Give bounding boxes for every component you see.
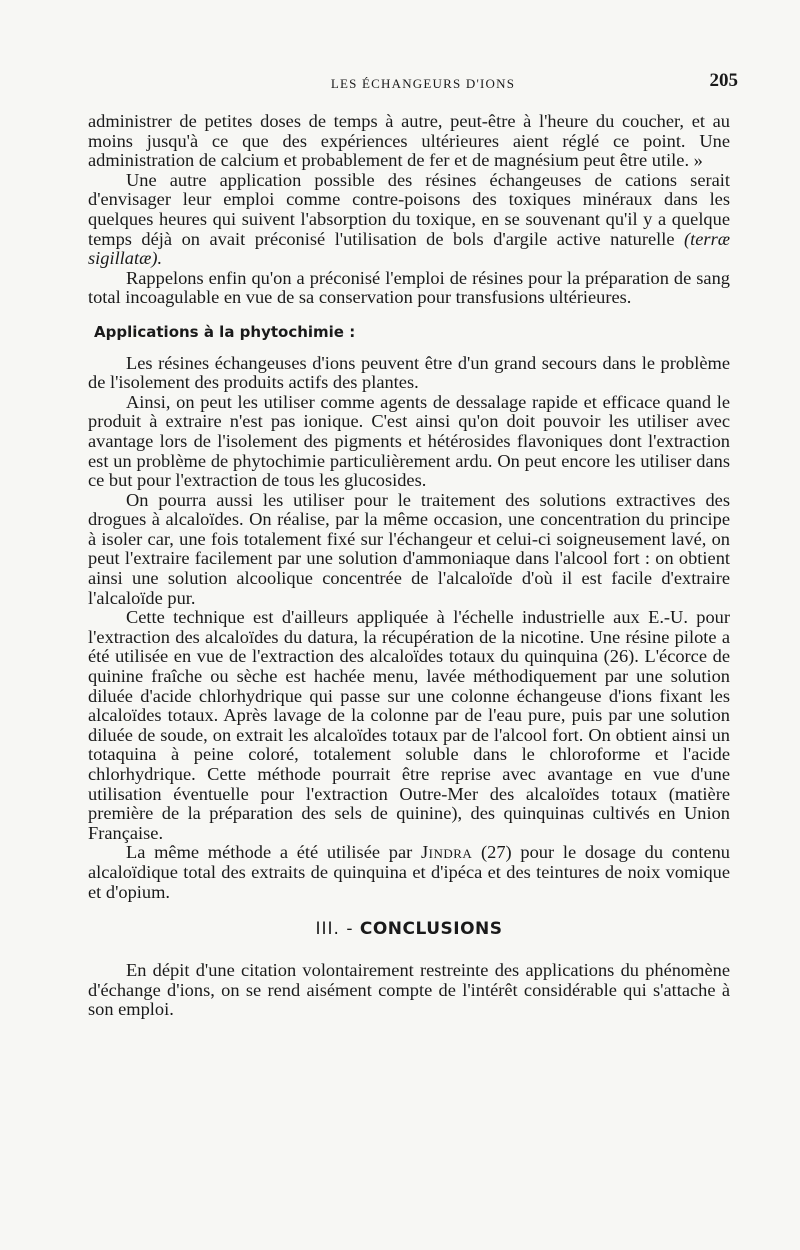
paragraph-jindra — [88, 843, 730, 902]
paragraph-text: La même méthode a été utilisée par — [126, 842, 421, 863]
paragraph-text: Une autre application possible des résines échangeuses de cations serait d'envisager leur emploi comme contre-poisons des toxiques minéraux dans les quelques heures qui suivent l'absorption du toxique, en se souvenant qu'il y a quelque temps déjà on avait préconisé l'utilisation de bols d'argile active naturelle — [88, 169, 730, 249]
paragraph-text: (27) pour le dosage du contenu alcaloïdique total des extraits de quinquina et d'ipéca et des teintures de noix vomique et d'opium. — [88, 842, 730, 902]
author-name: Jindra — [420, 842, 473, 863]
paragraph-contre-poisons — [88, 171, 730, 269]
body-text — [88, 112, 730, 1020]
paragraph-continuation: administrer de petites doses de temps à autre, peut-être à l'heure du coucher, et au moins jusqu'à ce que des expériences ultérieures aient réglé ce point. Une administration de calcium et probablement de fer et de magnésium peut être utile. » — [88, 111, 730, 171]
section-title: CONCLUSIONS — [359, 919, 503, 940]
paragraph-phyto-intro: Les résines échangeuses d'ions peuvent être d'un grand secours dans le problème de l'isolement des produits actifs des plantes. — [88, 352, 730, 393]
section-heading-conclusions — [88, 919, 730, 939]
running-title: LES ÉCHANGEURS D'IONS — [330, 76, 516, 91]
page-number: 205 — [709, 70, 738, 91]
section-heading-phytochimie: Applications à la phytochimie : — [94, 322, 356, 341]
paragraph-industrielle: Cette technique est d'ailleurs appliquée à l'échelle industrielle aux E.-U. pour l'extraction des alcaloïdes du datura, la récupération de la nicotine. Une résine pilote a été utilisée en vue de l'extraction des alcaloïdes totaux du quinquina (26). L'écorce de quinine fraîche ou sèche est hachée menu, lavée méthodiquement par une solution diluée d'acide chlorhydrique qui passe sur une colonne échangeuse d'ions fixant les alcaloïdes totaux. Après lavage de la colonne par de l'eau pure, puis par une solution diluée de soude, on extrait les alcaloïdes totaux par de l'alcool fort. On obtient ainsi un totaquina à peine coloré, totalement soluble dans le chloroforme et l'acide chlorhydrique. Cette méthode pourrait être reprise avec avantage en vue d'une utilisation éventuelle pour l'extraction Outre-Mer des alcaloïdes totaux (matière première de la préparation des sels de quinine), des quinquinas cultivés en Union Française. — [88, 607, 730, 843]
paragraph-alcaloides: On pourra aussi les utiliser pour le traitement des solutions extractives des drogues à alcaloïdes. On réalise, par la même occasion, une concentration du principe à isoler car, une fois totalement fixé sur l'échangeur et celui-ci soigneusement lavé, on peut l'extraire facilement par une solution d'ammoniaque dans l'alcool fort : on obtient ainsi une solution alcoolique concentrée de l'alcaloïde d'où il est facile d'extraire l'alcaloïde pur. — [88, 489, 730, 608]
paragraph-dessalage: Ainsi, on peut les utiliser comme agents de dessalage rapide et efficace quand le produit à extraire n'est pas ionique. C'est ainsi qu'on doit pouvoir les utiliser avec avantage lors de l'isolement des pigments et hétérosides flavoniques dont l'extraction est un problème de phytochimie particulièrement ardu. On peut encore les utiliser dans ce but pour l'extraction de tous les glucosides. — [88, 391, 730, 491]
section-numeral: III. - — [315, 919, 360, 940]
paragraph-conclusion: En dépit d'une citation volontairement restreinte des applications du phénomène d'échange d'ions, on se rend aisément compte de l'intérêt considérable qui s'attache à son emploi. — [88, 960, 730, 1020]
latin-term: (terræ sigillatæ). — [88, 228, 730, 269]
paragraph-transfusion: Rappelons enfin qu'on a préconisé l'emploi de résines pour la préparation de sang total incoagulable en vue de sa conservation pour transfusions ultérieures. — [88, 267, 730, 308]
page-header — [88, 68, 738, 98]
